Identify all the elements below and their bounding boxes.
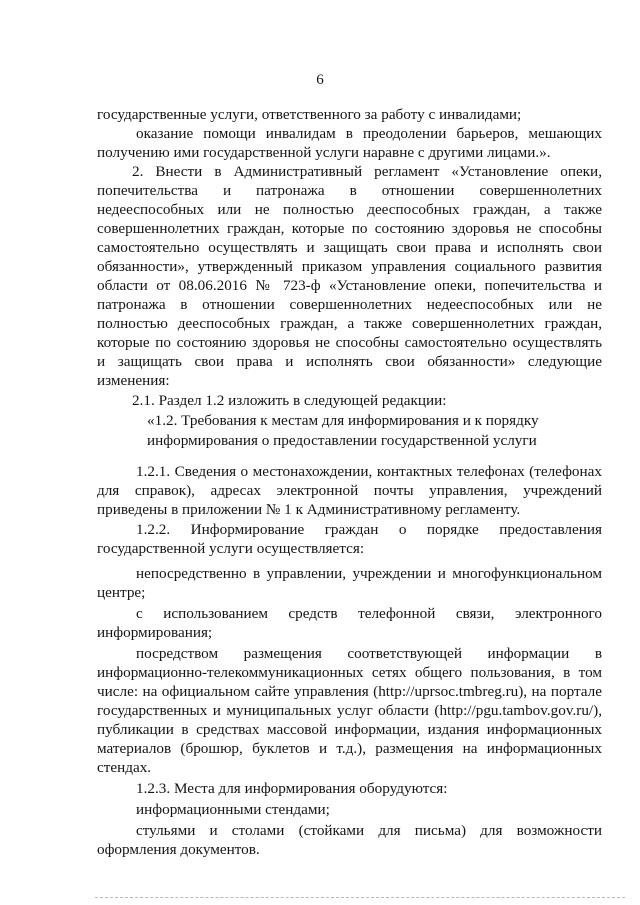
page-number: 6 [316, 72, 324, 88]
text-line: числе: на официальном сайте управления (http://uprsoc.tmbreg.ru), на портале [97, 683, 602, 700]
text-line: информационными стендами; [136, 801, 330, 818]
text-line: государственные услуги, ответственного за работу с инвалидами; [97, 106, 522, 123]
text-line: посредством размещения соответствующей информации в [136, 645, 602, 662]
scan-edge-divider [95, 897, 625, 899]
text-line: получению ими государственной услуги наравне с другими лицами.». [97, 144, 551, 161]
text-line: обязанности», утвержденный приказом управления социального развития [97, 258, 602, 275]
text-line: публикации в средствах массовой информации, издания информационных [97, 721, 602, 738]
text-line: 2.1. Раздел 1.2 изложить в следующей редакции: [132, 392, 447, 409]
text-line: области от 08.06.2016 № 723-ф «Установление опеки, попечительства и [97, 277, 602, 294]
text-line: совершеннолетних граждан, которые по состоянию здоровья не способны [97, 220, 602, 237]
text-line: непосредственно в управлении, учреждении и многофункциональном [136, 565, 602, 582]
text-line: попечительства и патронажа в отношении совершеннолетних [97, 182, 602, 199]
text-line: недееспособных или не полностью дееспособных граждан, а также [97, 201, 602, 218]
text-line: оказание помощи инвалидам в преодолении барьеров, мешающих [136, 125, 602, 142]
text-line: с использованием средств телефонной связи, электронного [136, 605, 602, 622]
text-line: и защищать свои права и исполнять свои обязанности» следующие [97, 353, 602, 370]
text-line: стендах. [97, 759, 152, 776]
text-line: 1.2.3. Места для информирования оборудуются: [136, 780, 448, 797]
text-line: самостоятельно осуществлять и защищать свои права и исполнять свои [97, 239, 602, 256]
text-line: оформления документов. [97, 841, 260, 858]
text-line: информирования; [97, 624, 213, 641]
text-line: информационно-телекоммуникационных сетях общего пользования, в том [97, 664, 602, 681]
text-line: материалов (брошюр, буклетов и т.д.), размещения на информационных [97, 740, 602, 757]
text-line: полностью дееспособных граждан, а также совершеннолетних граждан, [97, 315, 602, 332]
text-line: изменения: [97, 372, 170, 389]
text-line: которые по состоянию здоровья не способны самостоятельно осуществлять [97, 334, 602, 351]
text-line: информирования о предоставлении государственной услуги [147, 432, 537, 449]
text-line: государственных и муниципальных услуг области (http://pgu.tambov.gov.ru/), [97, 702, 602, 719]
text-line: государственной услуги осуществляется: [97, 540, 365, 557]
text-line: центре; [97, 584, 146, 601]
text-line: для справок), адресах электронной почты управления, учреждений [97, 482, 602, 499]
text-line: патронажа в отношении совершеннолетних недееспособных или не [97, 296, 602, 313]
text-line: 1.2.2. Информирование граждан о порядке предоставления [136, 521, 602, 538]
text-line: приведены в приложении № 1 к Административному регламенту. [97, 501, 521, 518]
text-line: стульями и столами (стойками для письма) для возможности [136, 822, 602, 839]
text-line: 1.2.1. Сведения о местонахождении, контактных телефонах (телефонах [136, 463, 602, 480]
text-line: 2. Внести в Административный регламент «Установление опеки, [132, 163, 602, 180]
text-line: «1.2. Требования к местам для информирования и к порядку [147, 412, 539, 429]
